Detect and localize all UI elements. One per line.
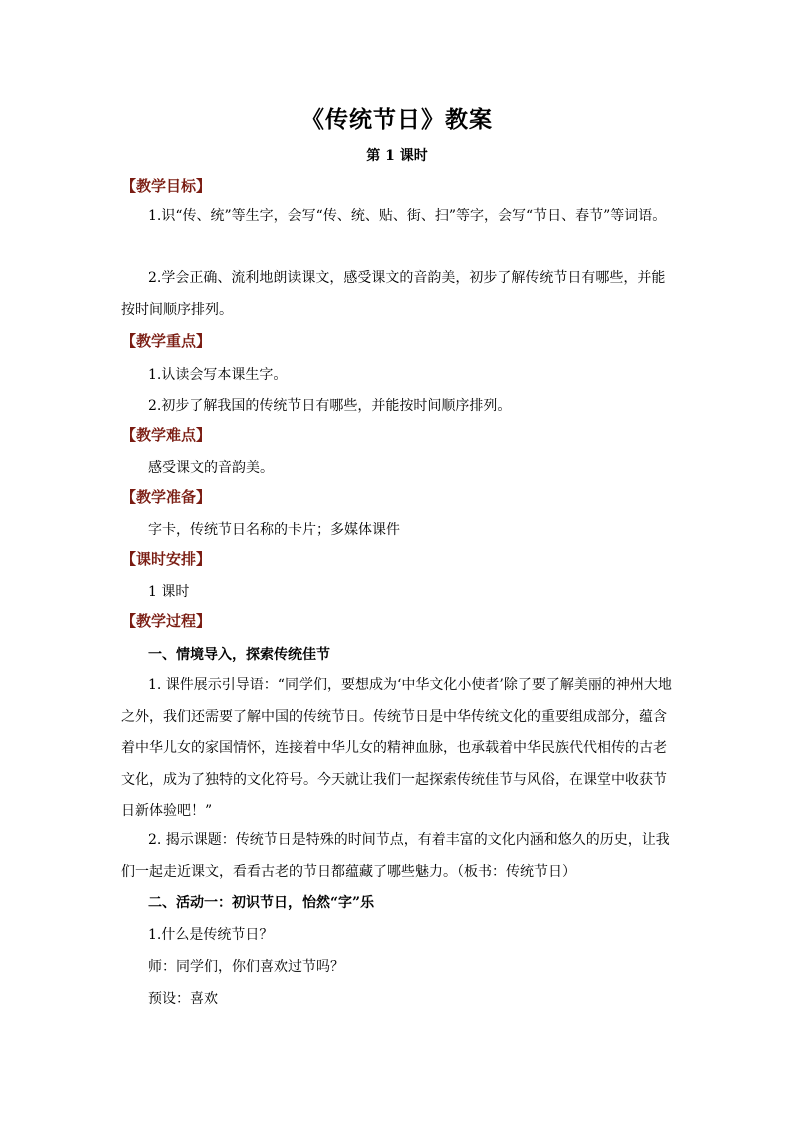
schedule-heading: 【课时安排】 [121, 550, 212, 568]
goals-heading: 【教学目标】 [121, 177, 212, 195]
section-2-title: 二、活动一：初识节日，怡然“字”乐 [148, 895, 375, 911]
difficulties-heading: 【教学难点】 [121, 426, 212, 444]
question-1: 1.什么是传统节日？ [148, 927, 274, 943]
lesson-subtitle: 第 1 课时 [366, 148, 428, 164]
goal-item-1: 1.识“传、统”等生字，会写“传、统、贴、街、扫”等字，会写“节日、春节”等词语。 [148, 208, 667, 224]
preset-line: 预设：喜欢 [148, 991, 218, 1007]
process-step-1: 1. 课件展示引导语：“同学们，要想成为‘中华文化小使者’除了要了解美丽的神州大地之外，我们还需要了解中国的传统节日。传统节日是中华传统文化的重要组成部分，蕴含着中华儿女的家国情怀，连接着中华儿女的精神血脉，也承载着中华民族代代相传的古老文化，成为了独特的文化符号。今天就让我们一起探索传统佳节与风俗，在课堂中收获节日新体验吧！” [121, 677, 672, 819]
schedule-text: 1 课时 [148, 584, 190, 600]
teacher-line: 师：同学们，你们喜欢过节吗？ [148, 959, 344, 975]
section-1-title: 一、情境导入，探索传统佳节 [148, 647, 330, 663]
key-point-item-1: 1.认读会写本课生字。 [148, 367, 288, 383]
key-points-heading: 【教学重点】 [121, 332, 212, 350]
goal-item-2: 2.学会正确、流利地朗读课文，感受课文的音韵美，初步了解传统节日有哪些，并能按时间顺序排列。 [121, 270, 666, 318]
difficulties-text: 感受课文的音韵美。 [148, 460, 274, 476]
process-heading: 【教学过程】 [121, 612, 212, 630]
preparation-heading: 【教学准备】 [121, 488, 212, 506]
page-title: 《传统节日》教案 [301, 106, 493, 133]
key-point-item-2: 2.初步了解我国的传统节日有哪些，并能按时间顺序排列。 [148, 398, 512, 414]
process-step-2: 2. 揭示课题：传统节日是特殊的时间节点，有着丰富的文化内涵和悠久的历史，让我们一起走近课文，看看古老的节日都蕴藏了哪些魅力。（板书：传统节日） [121, 832, 670, 880]
preparation-text: 字卡，传统节日名称的卡片；多媒体课件 [148, 522, 400, 538]
